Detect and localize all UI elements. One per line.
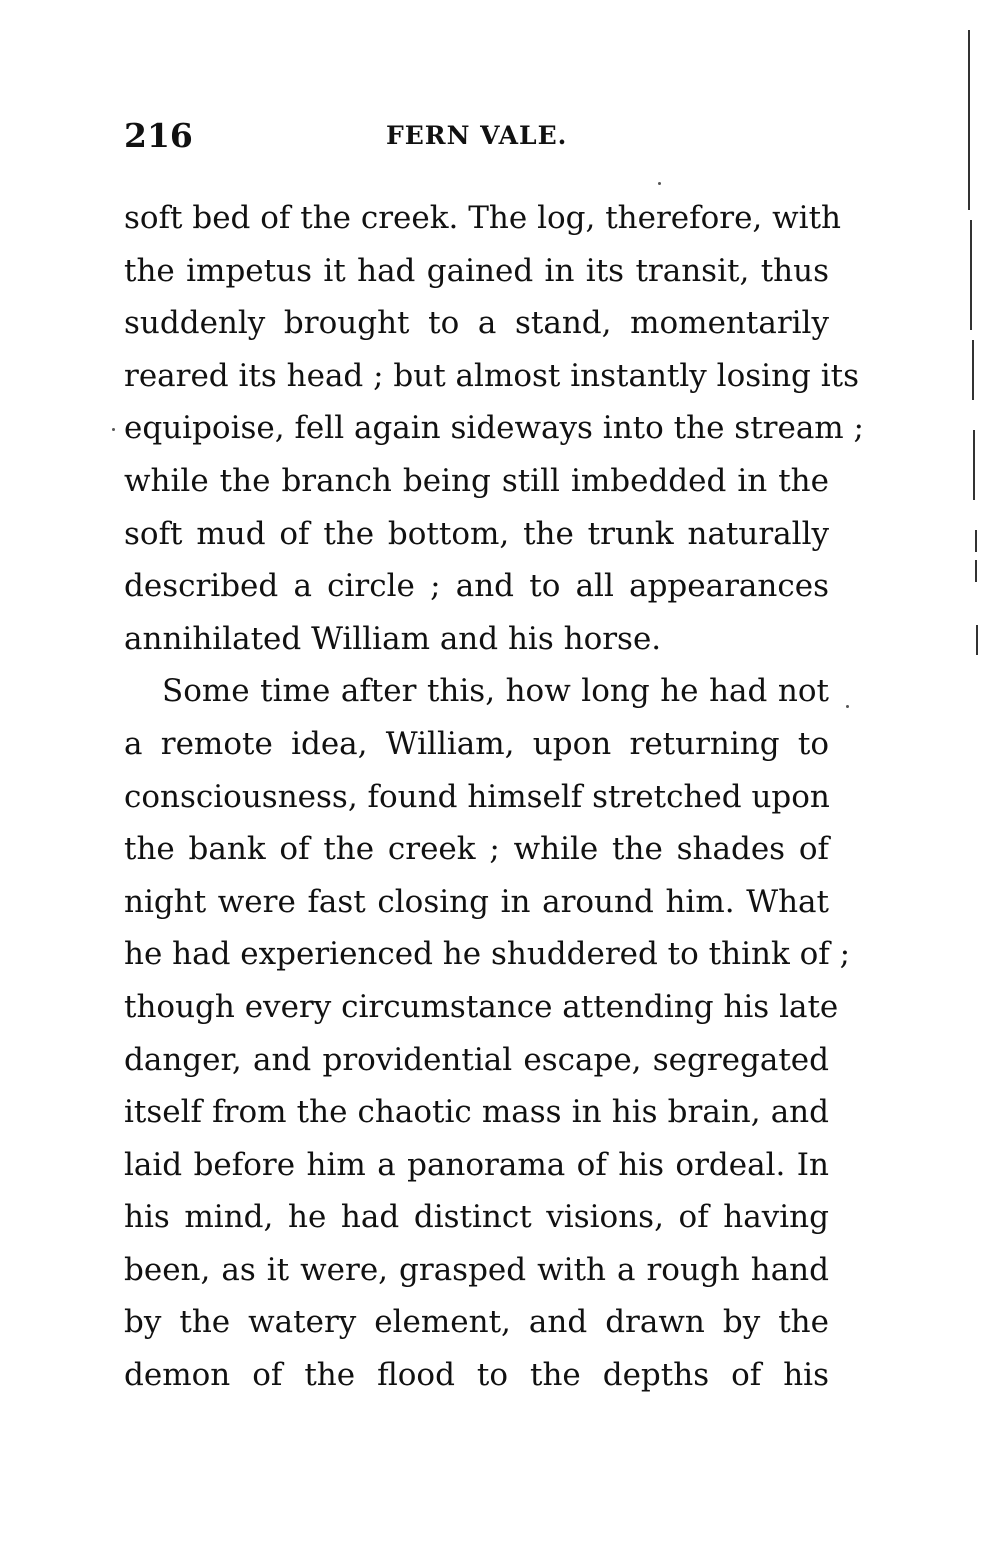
text-line: annihilated William and his horse.: [124, 620, 662, 657]
text-line: suddenly brought to a stand, momentarily: [124, 305, 829, 342]
scan-speck: [658, 182, 661, 185]
text-line: night were fast closing in around him. What: [124, 883, 829, 920]
scan-edge-mark: [973, 430, 975, 500]
text-line: described a circle ; and to all appearances: [124, 568, 829, 605]
scan-edge-mark: [972, 340, 974, 400]
scan-edge-mark: [975, 530, 977, 552]
body-text: [124, 192, 864, 1402]
paragraph-1: [124, 192, 864, 665]
text-line: the impetus it had gained in its transit, thus: [124, 252, 829, 289]
running-title: FERN VALE.: [386, 121, 568, 150]
page-number: 216: [124, 116, 193, 155]
text-line: the bank of the creek ; while the shades of: [124, 831, 829, 868]
text-line: consciousness, found himself stretched upon: [124, 778, 830, 815]
text-line: soft mud of the bottom, the trunk naturally: [124, 515, 829, 552]
paragraph-2: [124, 665, 851, 1401]
text-line: reared its head ; but almost instantly losing its: [124, 357, 860, 394]
text-line: a remote idea, William, upon returning to: [124, 725, 829, 762]
text-line: his mind, he had distinct visions, of having: [124, 1199, 829, 1236]
scan-edge-mark: [976, 625, 978, 655]
text-line: by the watery element, and drawn by the: [124, 1304, 829, 1341]
text-line: danger, and providential escape, segregated: [124, 1041, 829, 1078]
scan-edge-mark: [968, 30, 970, 210]
text-line: Some time after this, how long he had not: [162, 673, 829, 710]
text-line: equipoise, fell again sideways into the stream ;: [124, 410, 864, 447]
scan-edge-mark: [970, 220, 972, 330]
text-line: while the branch being still imbedded in the: [124, 462, 829, 499]
text-line: though every circumstance attending his late: [124, 988, 839, 1025]
scan-speck: [112, 428, 115, 431]
text-line: soft bed of the creek. The log, therefore, with: [124, 200, 842, 236]
text-line: demon of the flood to the depths of his: [124, 1357, 829, 1394]
text-line: itself from the chaotic mass in his brain, and: [124, 1094, 829, 1131]
page-header: [124, 112, 829, 160]
text-line: he had experienced he shuddered to think of ;: [124, 936, 851, 973]
scan-speck: [846, 705, 849, 708]
text-line: been, as it were, grasped with a rough hand: [124, 1251, 829, 1288]
scan-edge-mark: [975, 560, 977, 582]
text-line: laid before him a panorama of his ordeal. In: [124, 1146, 829, 1183]
